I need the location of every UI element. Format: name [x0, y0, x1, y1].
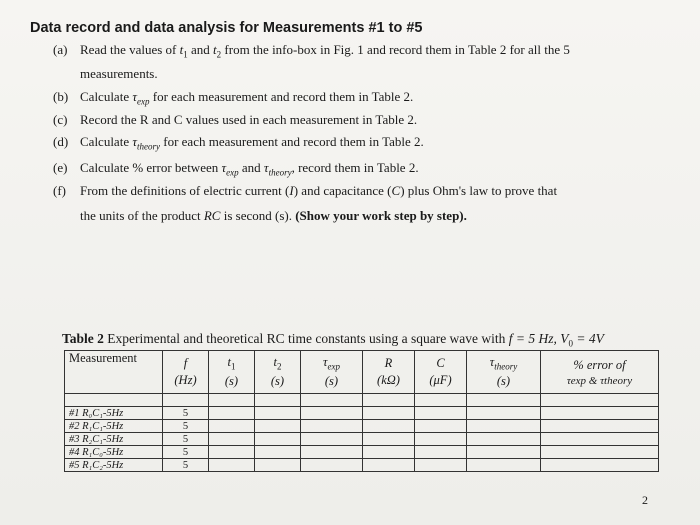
page-number: 2	[642, 493, 648, 507]
cell-input[interactable]	[467, 420, 541, 433]
header-c: C (μF)	[415, 351, 467, 394]
cell-input[interactable]	[209, 459, 255, 472]
section-title: Data record and data analysis for Measurements #1 to #5	[30, 20, 423, 36]
header-tau-theory: $\tau_{theory}$ (s)	[467, 351, 541, 394]
cell-input[interactable]	[467, 407, 541, 420]
cell-input[interactable]	[541, 446, 659, 459]
header-t1: $t_1$ (s)	[209, 351, 255, 394]
table-caption: Table 2 Experimental and theoretical RC time constants using a square wave with f = 5 Hz, $V_0 = 4V$	[62, 331, 604, 349]
cell-input[interactable]	[467, 446, 541, 459]
cell-input[interactable]	[301, 459, 363, 472]
cell-input[interactable]	[363, 433, 415, 446]
cell-input[interactable]	[415, 459, 467, 472]
cell-input[interactable]	[255, 420, 301, 433]
cell-input[interactable]	[209, 407, 255, 420]
cell-input[interactable]	[301, 446, 363, 459]
row-label: #3 R₂C₁-5Hz	[65, 433, 163, 446]
cell-input[interactable]	[301, 420, 363, 433]
cell-input[interactable]	[209, 420, 255, 433]
cell-input[interactable]	[301, 433, 363, 446]
header-t2: $t_2$ (s)	[255, 351, 301, 394]
data-table	[64, 350, 659, 472]
cell-input[interactable]	[209, 433, 255, 446]
cell-input[interactable]	[541, 459, 659, 472]
item-e: (e) Calculate % error between $\tau_{exp}$ and $\tau_{theory}$, record them in Table 2.	[53, 160, 419, 178]
cell-input[interactable]	[363, 446, 415, 459]
cell-input[interactable]	[255, 446, 301, 459]
cell-input[interactable]	[301, 407, 363, 420]
row-label: #4 R₁C₀-5Hz	[65, 446, 163, 459]
table-row	[65, 459, 659, 472]
row-label: #1 R₀C₁-5Hz	[65, 407, 163, 420]
header-tau-exp: $\tau_{exp}$ (s)	[301, 351, 363, 394]
table-spacer-row	[65, 394, 659, 407]
cell-input[interactable]	[467, 459, 541, 472]
cell-input[interactable]	[541, 433, 659, 446]
cell-input[interactable]	[541, 407, 659, 420]
header-percent-error: % error of τexp & τtheory	[541, 351, 659, 394]
cell-input[interactable]	[363, 407, 415, 420]
table-header-row	[65, 351, 659, 394]
cell-input[interactable]	[415, 420, 467, 433]
row-f: 5	[163, 433, 209, 446]
row-f: 5	[163, 420, 209, 433]
item-c: (c) Record the R and C values used in each measurement in Table 2.	[53, 112, 418, 127]
item-a-continuation: measurements.	[80, 66, 158, 81]
cell-input[interactable]	[255, 459, 301, 472]
row-f: 5	[163, 446, 209, 459]
row-f: 5	[163, 407, 209, 420]
item-a: (a) Read the values of $t_1$ and $t_2$ from the info-box in Fig. 1 and record them in Table 2 for all the 5	[53, 42, 570, 60]
table-row	[65, 420, 659, 433]
cell-input[interactable]	[363, 459, 415, 472]
cell-input[interactable]	[209, 446, 255, 459]
item-f: (f) From the definitions of electric current (I) and capacitance (C) plus Ohm's law to prove that	[53, 183, 558, 198]
table-row	[65, 433, 659, 446]
table-row	[65, 446, 659, 459]
header-f: f (Hz)	[163, 351, 209, 394]
cell-input[interactable]	[255, 407, 301, 420]
row-label: #5 R₁C₂-5Hz	[65, 459, 163, 472]
cell-input[interactable]	[255, 433, 301, 446]
header-r: R (kΩ)	[363, 351, 415, 394]
table-row	[65, 407, 659, 420]
row-label: #2 R₁C₁-5Hz	[65, 420, 163, 433]
row-f: 5	[163, 459, 209, 472]
cell-input[interactable]	[541, 420, 659, 433]
header-measurement: Measurement	[65, 351, 163, 394]
cell-input[interactable]	[415, 407, 467, 420]
cell-input[interactable]	[467, 433, 541, 446]
item-f-continuation: the units of the product RC is second (s). (Show your work step by step).	[80, 208, 467, 223]
cell-input[interactable]	[415, 433, 467, 446]
item-b: (b) Calculate $\tau_{exp}$ for each measurement and record them in Table 2.	[53, 89, 414, 107]
cell-input[interactable]	[415, 446, 467, 459]
cell-input[interactable]	[363, 420, 415, 433]
item-d: (d) Calculate $\tau_{theory}$ for each measurement and record them in Table 2.	[53, 134, 424, 152]
item-label: (a)	[53, 42, 68, 57]
